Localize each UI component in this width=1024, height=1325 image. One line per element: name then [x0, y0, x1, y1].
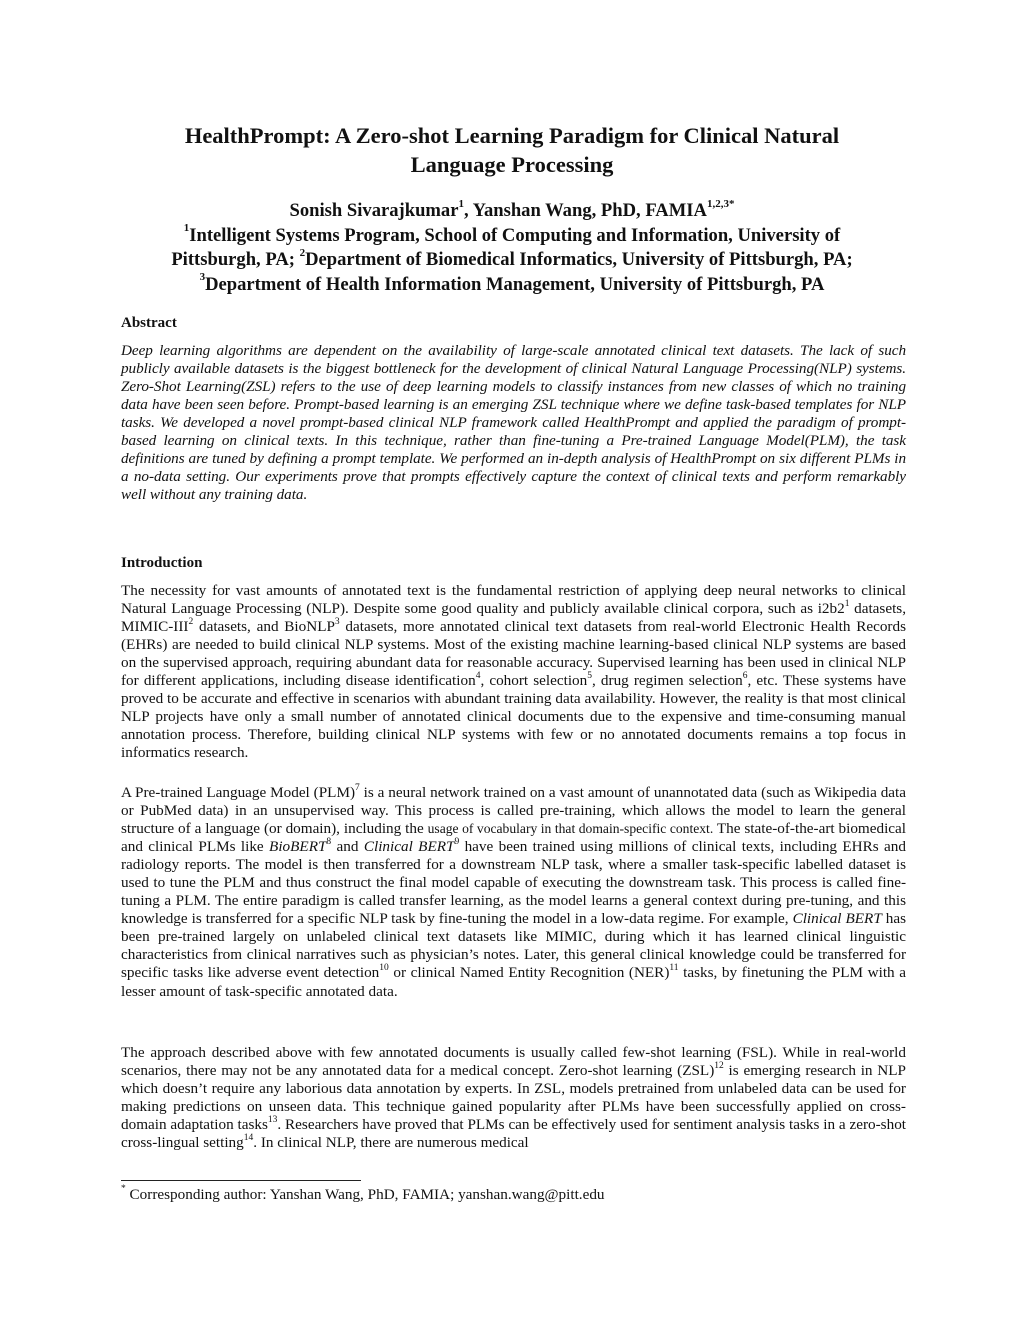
p2-text: have been trained using millions of clinical texts, including EHRs and radiology reports. The model is then transferred for a downstream NLP task, where a smaller task-specific labelled dataset is used to tune the PLM and thus construct the final model capable of executing the downstream task. This process is called fine-tuning a PLM. The entire paradigm is called transfer learning, as the model learns a general context during pre-tuning, and this knowledge is transferred for a specific NLP task by fine-tuning the model in a low-data regime. For example, — [121, 838, 906, 928]
author-1: Sonish Sivarajkumar — [289, 200, 459, 221]
affiliation-line-1 — [100, 224, 924, 249]
author-block — [100, 199, 924, 297]
p3-text: is emerging research in NLP which doesn’t require any laborious data annotation by experts. In ZSL, models pretrained from unlabeled data can be used for making predictions on unseen data. This technique gained popularity after PLMs have been successfully applied on cross-domain adaptation tasks — [121, 1062, 906, 1134]
title-line-1: HealthPrompt: A Zero-shot Learning Paradigm for Clinical Natural — [184, 123, 840, 148]
p1-text: , etc. These systems have proved to be accurate and effective in scenarios with abundant training data availability. However, the reality is that most clinical NLP projects have only a small number of annotated clinical documents due to the expensive and time-consuming manual annotation process. Therefore, building clinical NLP systems with few or no annotated documents remains a top focus in informatics research. — [121, 672, 907, 762]
p1-text: datasets, MIMIC-III — [121, 600, 906, 636]
citation-mark: 11 — [669, 963, 679, 974]
affiliation-2-mark: 2 — [299, 246, 306, 259]
model-name-biobert: BioBERT — [269, 838, 327, 856]
citation-mark: 1 — [844, 598, 850, 609]
author-2-affiliation-mark: 1,2,3* — [706, 197, 735, 210]
affiliation-line-3 — [100, 273, 924, 298]
citation-mark: 3 — [334, 617, 340, 628]
affiliation-3-mark: 3 — [199, 271, 206, 284]
paper-title — [100, 121, 924, 179]
p1-text: datasets, more annotated clinical text datasets from real-world Electronic Health Records (EHRs) are needed to build clinical NLP systems. Most of the existing machine learning-based clinical NLP systems are based on the supervised approach, requiring abundant data for reasonable accuracy. Supervised learning has been used in clinical NLP for different applications, including disease identification — [121, 618, 906, 690]
citation-mark: 2 — [188, 617, 194, 628]
p2-text: tasks, by finetuning the PLM with a lesser amount of task-specific annotated data. — [121, 964, 906, 1000]
abstract-heading: Abstract — [121, 315, 177, 331]
p2-text: is a neural network trained on a vast amount of unannotated data (such as Wikipedia data or PubMed data) in an unsupervised way. This process is called pre-training, which allows the model to learn the general structure of a language (or domain), including the — [121, 784, 907, 838]
citation-mark: 13 — [267, 1115, 278, 1126]
citation-mark: 12 — [714, 1060, 724, 1071]
author-1-affiliation-mark: 1 — [458, 197, 464, 210]
affiliation-1-mark: 1 — [183, 222, 190, 235]
footnote-mark: * — [121, 1183, 126, 1194]
author-line — [100, 199, 924, 224]
p3-text: The approach described above with few annotated documents is usually called few-shot learning (FSL). While in real-world scenarios, there may not be any annotated data for a medical concept. Zero-shot learning (ZSL) — [121, 1044, 906, 1080]
author-2: Yanshan Wang, PhD, FAMIA — [472, 200, 707, 221]
intro-paragraph-1 — [121, 582, 906, 762]
p2-text: A Pre-trained Language Model (PLM) — [121, 784, 356, 801]
citation-mark: 10 — [379, 963, 389, 974]
p2-text: and — [331, 838, 364, 856]
citation-mark: 8 — [326, 837, 332, 848]
p1-text: , drug regimen selection — [592, 672, 743, 690]
citation-mark: 4 — [475, 671, 481, 682]
p1-text: datasets, and BioNLP — [193, 618, 335, 636]
intro-paragraph-2 — [121, 784, 906, 1001]
affiliation-3-text: Department of Health Information Management, University of Pittsburgh, PA — [205, 273, 825, 295]
citation-mark: 9 — [454, 837, 460, 848]
affiliation-2-text: Department of Biomedical Informatics, University of Pittsburgh, PA; — [305, 249, 853, 270]
intro-paragraph-3 — [121, 1044, 906, 1152]
model-name-clinical-bert: Clinical BERT — [792, 910, 882, 928]
author-separator: , — [463, 200, 473, 221]
p1-text: , cohort selection — [480, 672, 588, 690]
citation-mark: 6 — [742, 671, 748, 682]
p2-text: The state-of-the-art biomedical and clinical PLMs like — [121, 820, 906, 856]
p1-text: The necessity for vast amounts of annotated text is the fundamental restriction of applying deep neural networks to clinical Natural Language Processing (NLP). Despite some good quality and publicly available clinical corpora, such as i2b2 — [121, 582, 906, 618]
p2-text: or clinical Named Entity Recognition (NER) — [388, 964, 670, 982]
footnote — [121, 1183, 906, 1204]
citation-mark: 14 — [243, 1133, 254, 1144]
introduction-heading: Introduction — [121, 555, 203, 571]
footnote-text: Corresponding author: Yanshan Wang, PhD, FAMIA; yanshan.wang@pitt.edu — [125, 1186, 605, 1203]
citation-mark: 5 — [587, 671, 592, 682]
citation-mark: 7 — [355, 782, 360, 793]
abstract-text: Deep learning algorithms are dependent on the availability of large-scale annotated clinical text datasets. The lack of such publicly available datasets is the biggest bottleneck for the development of clinical Natural Language Processing(NLP) systems. Zero-Shot Learning(ZSL) refers to the use of deep learning models to classify instances from new classes of which no training data have been seen before. Prompt-based learning is an emerging ZSL technique where we define task-based templates for NLP tasks. We developed a novel prompt-based clinical NLP framework called HealthPrompt and applied the paradigm of prompt-based learning on clinical texts. In this technique, rather than fine-tuning a Pre-trained Language Model(PLM), the task definitions are tuned by defining a prompt template. We performed an in-depth analysis of HealthPrompt on six different PLMs in a no-data setting. Our experiments prove that prompts effectively capture the context of clinical texts and perform remarkably well without any training data. — [121, 342, 906, 504]
p2-text: has been pre-trained largely on unlabeled clinical text datasets like MIMIC, during which it has learned clinical linguistic characteristics from clinical narratives such as physician’s notes. Later, this general clinical knowledge could be transferred for specific tasks like adverse event detection — [121, 910, 907, 982]
affiliation-1-text-cont: Pittsburgh, PA; — [171, 249, 300, 270]
affiliation-1-text: Intelligent Systems Program, School of Computing and Information, University of — [189, 224, 841, 246]
footnote-divider — [121, 1180, 361, 1181]
p3-text: . Researchers have proved that PLMs can be effectively used for sentiment analysis tasks in a zero-shot cross-lingual setting — [121, 1116, 907, 1152]
model-name-clinical-bert: Clinical BERT — [363, 838, 455, 856]
p2-small-text: usage of vocabulary in that domain-specific context. — [427, 821, 714, 837]
title-line-2: Language Processing — [410, 152, 614, 177]
p3-text: . In clinical NLP, there are numerous medical — [253, 1134, 529, 1152]
affiliation-line-2 — [100, 248, 924, 273]
